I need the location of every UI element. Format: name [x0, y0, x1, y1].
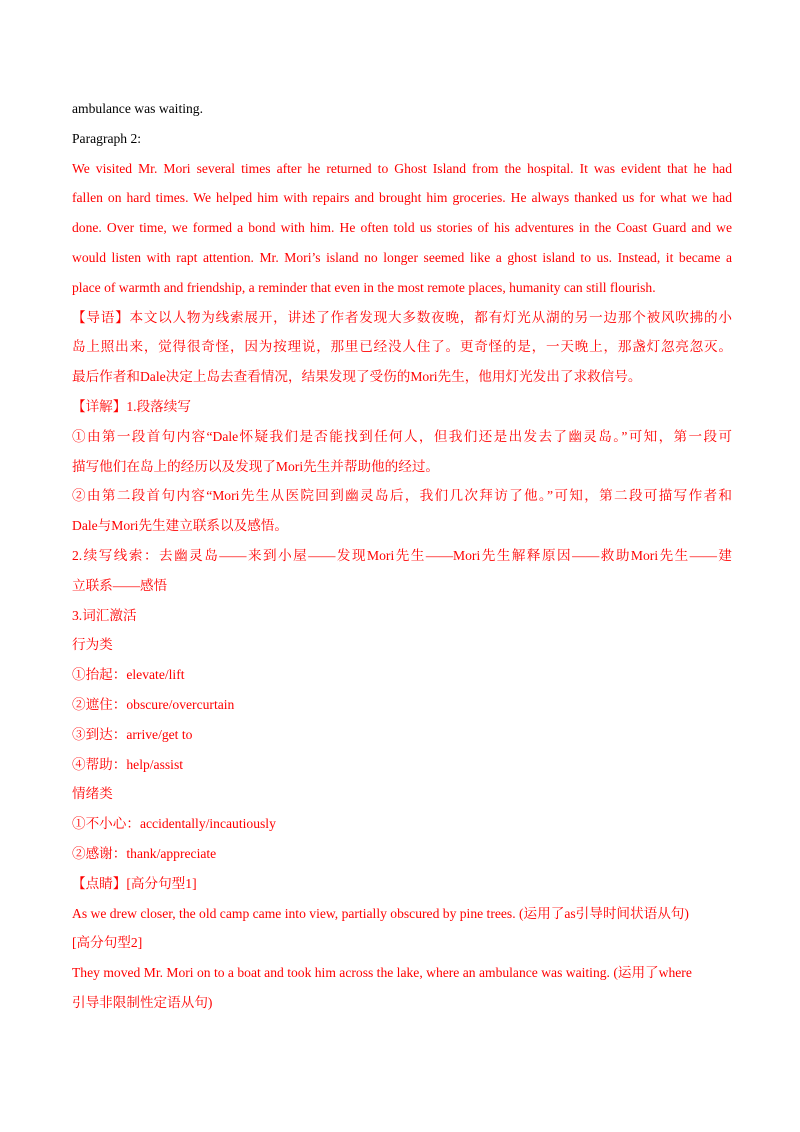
text-line: place of warmth and friendship, a reminder that even in the most remote places, humanity can still flourish.	[72, 279, 656, 295]
vocab-item: ④帮助：help/assist	[72, 756, 184, 772]
text-line: would listen with rapt attention. Mr. Mori’s island no longer seemed like a ghost island to us. Instead, it became a	[72, 249, 732, 265]
text-line: We visited Mr. Mori several times after he returned to Ghost Island from the hospital. It was evident that he had	[72, 160, 732, 176]
text-line: As we drew closer, the old camp came into view, partially obscured by pine trees. (运用了as引导时间状语从句)	[72, 905, 689, 921]
text-line: 描写他们在岛上的经历以及发现了Mori先生并帮助他的经过。	[72, 458, 440, 474]
text-line: 立联系——感悟	[72, 577, 168, 593]
text-line: 岛上照出来，觉得很奇怪，因为按理说，那里已经没人住了。更奇怪的是，一天晚上，那盏灯忽亮忽灭。	[72, 339, 732, 355]
text-line: Dale与Mori先生建立联系以及感悟。	[72, 518, 288, 534]
category-label: 情绪类	[72, 786, 113, 802]
vocab-item: ①抬起：elevate/lift	[72, 667, 185, 683]
category-label: 行为类	[72, 637, 113, 653]
text-line: ①由第一段首句内容“Dale怀疑我们是否能找到任何人，但我们还是出发去了幽灵岛。”可知，第一段可	[72, 428, 732, 444]
text-line: ②由第二段首句内容“Mori先生从医院回到幽灵岛后，我们几次拜访了他。”可知，第二段可描写作者和	[72, 488, 732, 504]
paragraph-heading: Paragraph 2:	[72, 130, 142, 146]
text-line: 最后作者和Dale决定上岛去查看情况，结果发现了受伤的Mori先生，他用灯光发出了求救信号。	[72, 369, 642, 385]
document-body	[72, 94, 732, 1018]
vocab-item: ②感谢：thank/appreciate	[72, 845, 217, 861]
section-heading: 【点睛】[高分句型1]	[72, 875, 197, 891]
text-line: done. Over time, we formed a bond with him. He often told us stories of his adventures in the Coast Guard and we	[72, 220, 732, 236]
section-heading: 【详解】1.段落续写	[72, 398, 191, 414]
text-line: 2.续写线索：去幽灵岛——来到小屋——发现Mori先生——Mori先生解释原因——救助Mori先生——建	[72, 547, 732, 563]
vocab-item: ①不小心：accidentally/incautiously	[72, 816, 276, 832]
text-line: They moved Mr. Mori on to a boat and took him across the lake, where an ambulance was waiting. (运用了where	[72, 965, 692, 981]
vocab-item: ③到达：arrive/get to	[72, 726, 193, 742]
section-heading: 3.词汇激活	[72, 607, 137, 623]
text-line: 引导非限制性定语从句)	[72, 994, 213, 1010]
category-label: [高分句型2]	[72, 935, 143, 951]
text-line: fallen on hard times. We helped him with repairs and brought him groceries. He always thanked us for what we had	[72, 190, 732, 206]
text-line: 【导语】本文以人物为线索展开，讲述了作者发现大多数夜晚，都有灯光从湖的另一边那个被风吹拂的小	[72, 309, 732, 325]
text-line: ambulance was waiting.	[72, 101, 203, 116]
vocab-item: ②遮住：obscure/overcurtain	[72, 696, 235, 712]
